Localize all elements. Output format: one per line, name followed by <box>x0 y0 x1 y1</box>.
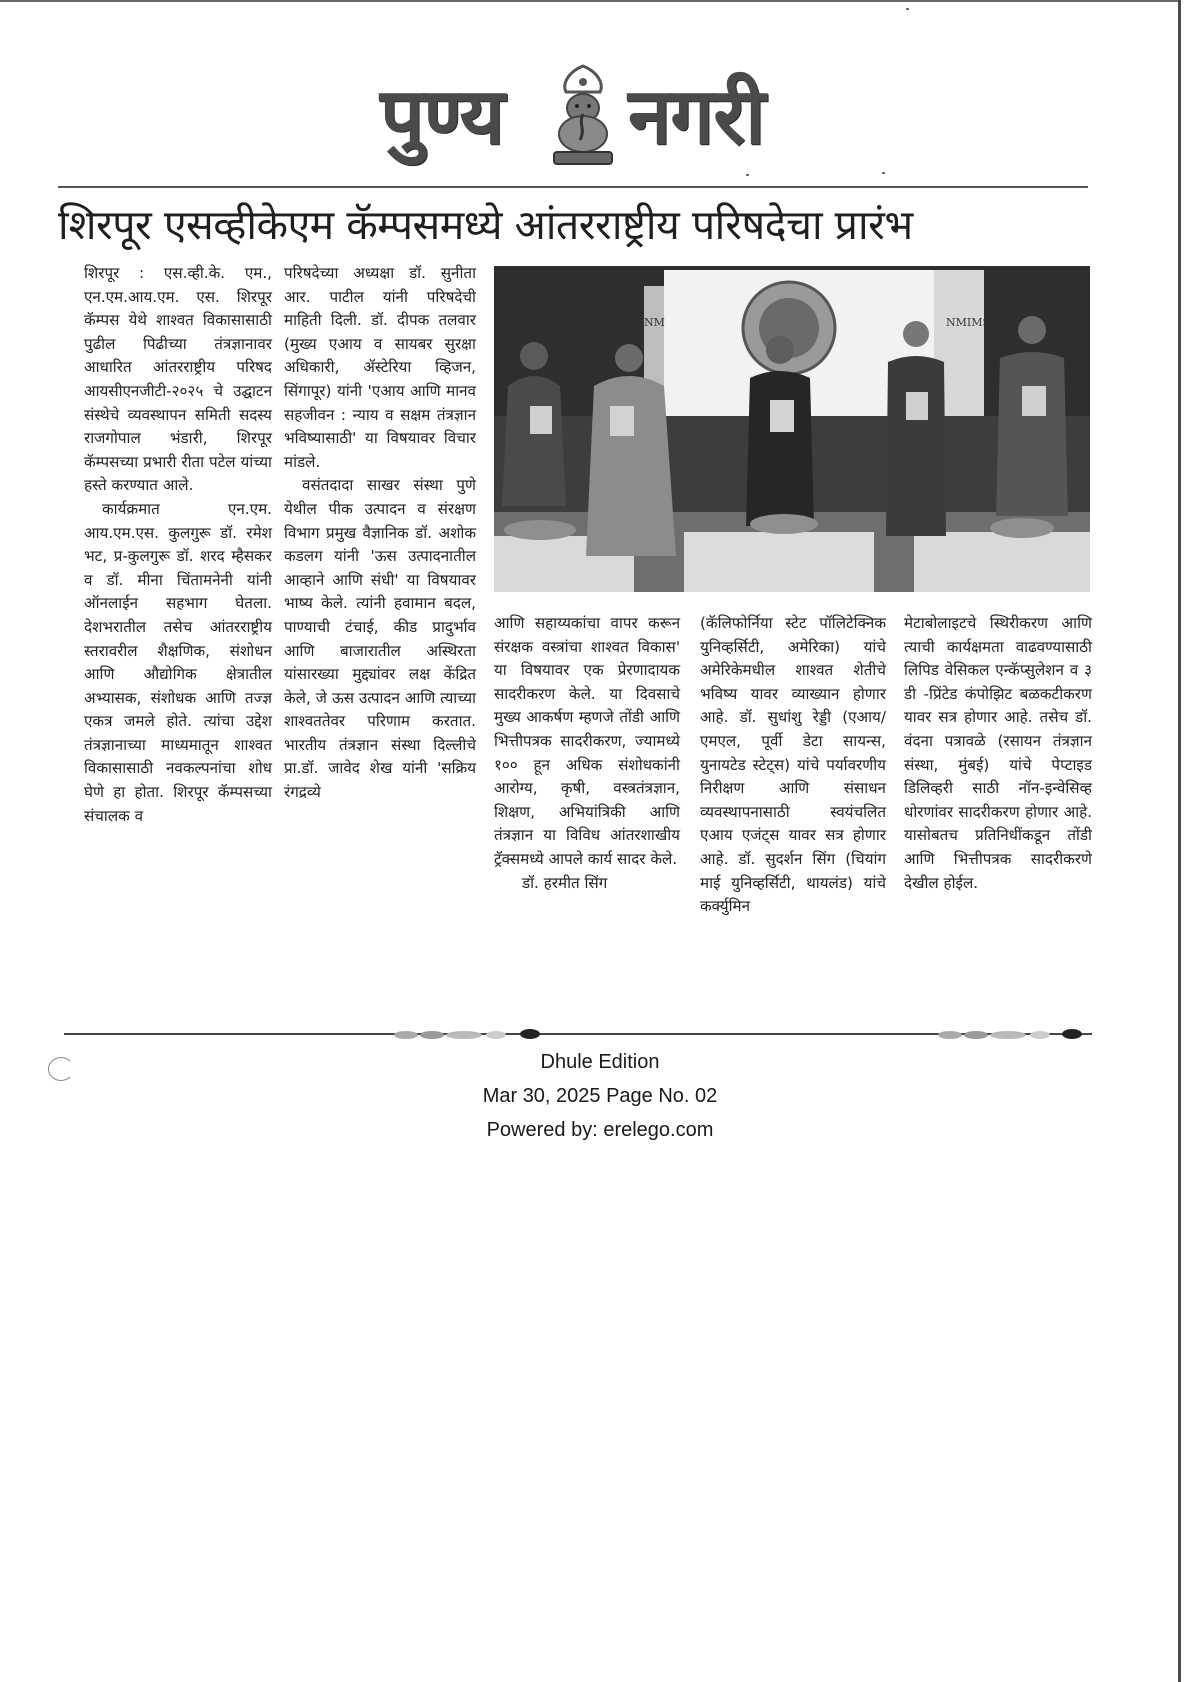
headline-rule <box>58 186 1088 188</box>
footer-ornament-left <box>392 1029 542 1039</box>
event-photo <box>494 266 1090 592</box>
footer-ornament-right <box>936 1029 1086 1039</box>
ganesha-emblem-icon <box>538 62 628 170</box>
scan-edge-top <box>0 0 1178 2</box>
masthead-word-right: नगरी <box>628 72 765 162</box>
banner-text-left: NM <box>644 316 665 329</box>
article-column-3 <box>494 612 680 895</box>
column-2-paragraph-1: परिषदेच्या अध्यक्षा डॉ. सुनीता आर. पाटील यांनी परिषदेची माहिती दिली. डॉ. दीपक तलवार (मुख्य एआय व सायबर सुरक्षा अधिकारी, ॲस्टेरिया व्हिजन, सिंगापूर) यांनी 'एआय आणि मानव सहजीवन : न्याय व सक्षम तंत्रज्ञान भविष्यासाठी' या विषयावर विचार मांडले. <box>284 264 476 471</box>
edition-name: Dhule Edition <box>540 1051 660 1073</box>
article-column-4 <box>700 612 886 919</box>
scan-speck <box>882 172 885 174</box>
column-2-paragraph-2: वसंतदादा साखर संस्था पुणे येथील पीक उत्पादन व संरक्षण विभाग प्रमुख वैज्ञानिक डॉ. अशोक कडलग यांनी 'ऊस उत्पादनातील आव्हाने आणि संधी' या विषयावर भाष्य केले. त्यांनी हवामान बदल, पाण्याची टंचाई, कीड प्रादुर्भाव आणि बाजारातील अस्थिरता यांसारख्या मुद्द्यांवर लक्ष केंद्रित केले, जे ऊस उत्पादन आणि त्याच्या शाश्वततेवर परिणाम करतात. भारतीय तंत्रज्ञान संस्था दिल्लीचे प्रा.डॉ. जावेद शेख यांनी 'सक्रिय रंगद्रव्ये <box>284 476 476 802</box>
scan-edge-right <box>1178 0 1181 1682</box>
scan-punch-hole <box>48 1057 74 1081</box>
column-4-paragraph-1: (कॅलिफोर्निया स्टेट पॉलिटेक्निक युनिव्हर्सिटी, अमेरिका) यांचे अमेरिकेमधील शाश्वत शेतीचे भविष्य यावर व्याख्यान होणार आहे. डॉ. सुधांशु रेड्डी (एआय/एमएल, पूर्वी डेटा सायन्स, युनायटेड स्टेट्स) यांचे पर्यावरणीय निरीक्षण आणि संसाधन व्यवस्थापनासाठी स्वयंचलित एआय एजंट्स यावर सत्र होणार आहे. डॉ. सुदर्शन सिंग (चियांग माई युनिव्हर्सिटी, थायलंड) यांचे कर्क्युमिन <box>700 614 886 916</box>
newspaper-masthead <box>360 62 830 174</box>
article-column-2 <box>284 262 476 805</box>
column-1-paragraph-1: शिरपूर : एस.व्ही.के. एम., एन.एम.आय.एम. एस. शिरपूर कॅम्पस येथे शाश्वत विकासासाठी पुढील पिढीच्या तंत्रज्ञानावर आधारित आंतरराष्ट्रीय परिषद आयसीएनजीटी-२०२५ चे उद्घाटन संस्थेचे व्यवस्थापन समिती सदस्य राजगोपाल भंडारी, शिरपूर कॅम्पसच्या प्रभारी रीता पटेल यांच्या हस्ते करण्यात आले. <box>84 264 272 495</box>
scan-speck <box>746 174 749 176</box>
scan-speck <box>906 8 909 10</box>
column-5-paragraph-1: मेटाबोलाइटचे स्थिरीकरण आणि त्याची कार्यक्षमता वाढवण्यासाठी लिपिड वेसिकल एन्कॅप्सुलेशन व ३ डी -प्रिंटेड कंपोझिट बळकटीकरण यावर सत्र होणार आहे. तसेच डॉ. वंदना पत्रावळे (रसायन तंत्रज्ञान संस्था, मुंबई) यांचे पेप्टाइड डिलिव्हरी साठी नॉन-इन्वेसिव्ह धोरणांवर सादरीकरण होणार आहे. यासोबतच प्रतिनिधींकडून तोंडी आणि भित्तीपत्रक सादरीकरणे देखील होईल. <box>904 614 1092 892</box>
article-headline: शिरपूर एसव्हीकेएम कॅम्पसमध्ये आंतरराष्ट्रीय परिषदेचा प्रारंभ <box>58 201 913 249</box>
edition-date-page: Mar 30, 2025 Page No. 02 <box>482 1085 718 1107</box>
column-1-paragraph-2: कार्यक्रमात एन.एम. आय.एम.एस. कुलगुरू डॉ. रमेश भट, प्र-कुलगुरू डॉ. शरद म्हैसकर व डॉ. मीना चिंतामनेनी यांनी ऑनलाईन सहभाग घेतला. देशभरातील तसेच आंतरराष्ट्रीय स्तरावरील शैक्षणिक, संशोधन आणि औद्योगिक क्षेत्रातील अभ्यासक, संशोधक आणि तज्ज्ञ एकत्र जमले होते. त्यांचा उद्देश तंत्रज्ञानाच्या माध्यमातून शाश्वत विकासासाठी नवकल्पनांचा शोध घेणे हा होता. शिरपूर कॅम्पसच्या संचालक व <box>84 499 272 825</box>
column-3-paragraph-1: आणि सहाय्यकांचा वापर करून संरक्षक वस्त्रांचा शाश्वत विकास' या विषयावर एक प्रेरणादायक सादरीकरण केले. या दिवसाचे मुख्य आकर्षण म्हणजे तोंडी आणि भित्तीपत्रक सादरीकरण, ज्यामध्ये १०० हून अधिक संशोधकांनी आरोग्य, कृषी, वस्त्रतंत्रज्ञान, शिक्षण, अभियांत्रिकी आणि तंत्रज्ञान या विविध आंतरशाखीय ट्रॅक्समध्ये आपले कार्य सादर केले. <box>494 614 680 868</box>
powered-by-link[interactable]: Powered by: erelego.com <box>486 1119 714 1141</box>
column-3-paragraph-2: डॉ. हरमीत सिंग <box>522 873 608 892</box>
article-column-1 <box>84 262 272 828</box>
article-column-5 <box>904 612 1092 895</box>
masthead-word-left: पुण्य <box>380 72 504 162</box>
edition-footer <box>400 1045 800 1147</box>
banner-text-right: NMIMS <box>946 316 991 329</box>
